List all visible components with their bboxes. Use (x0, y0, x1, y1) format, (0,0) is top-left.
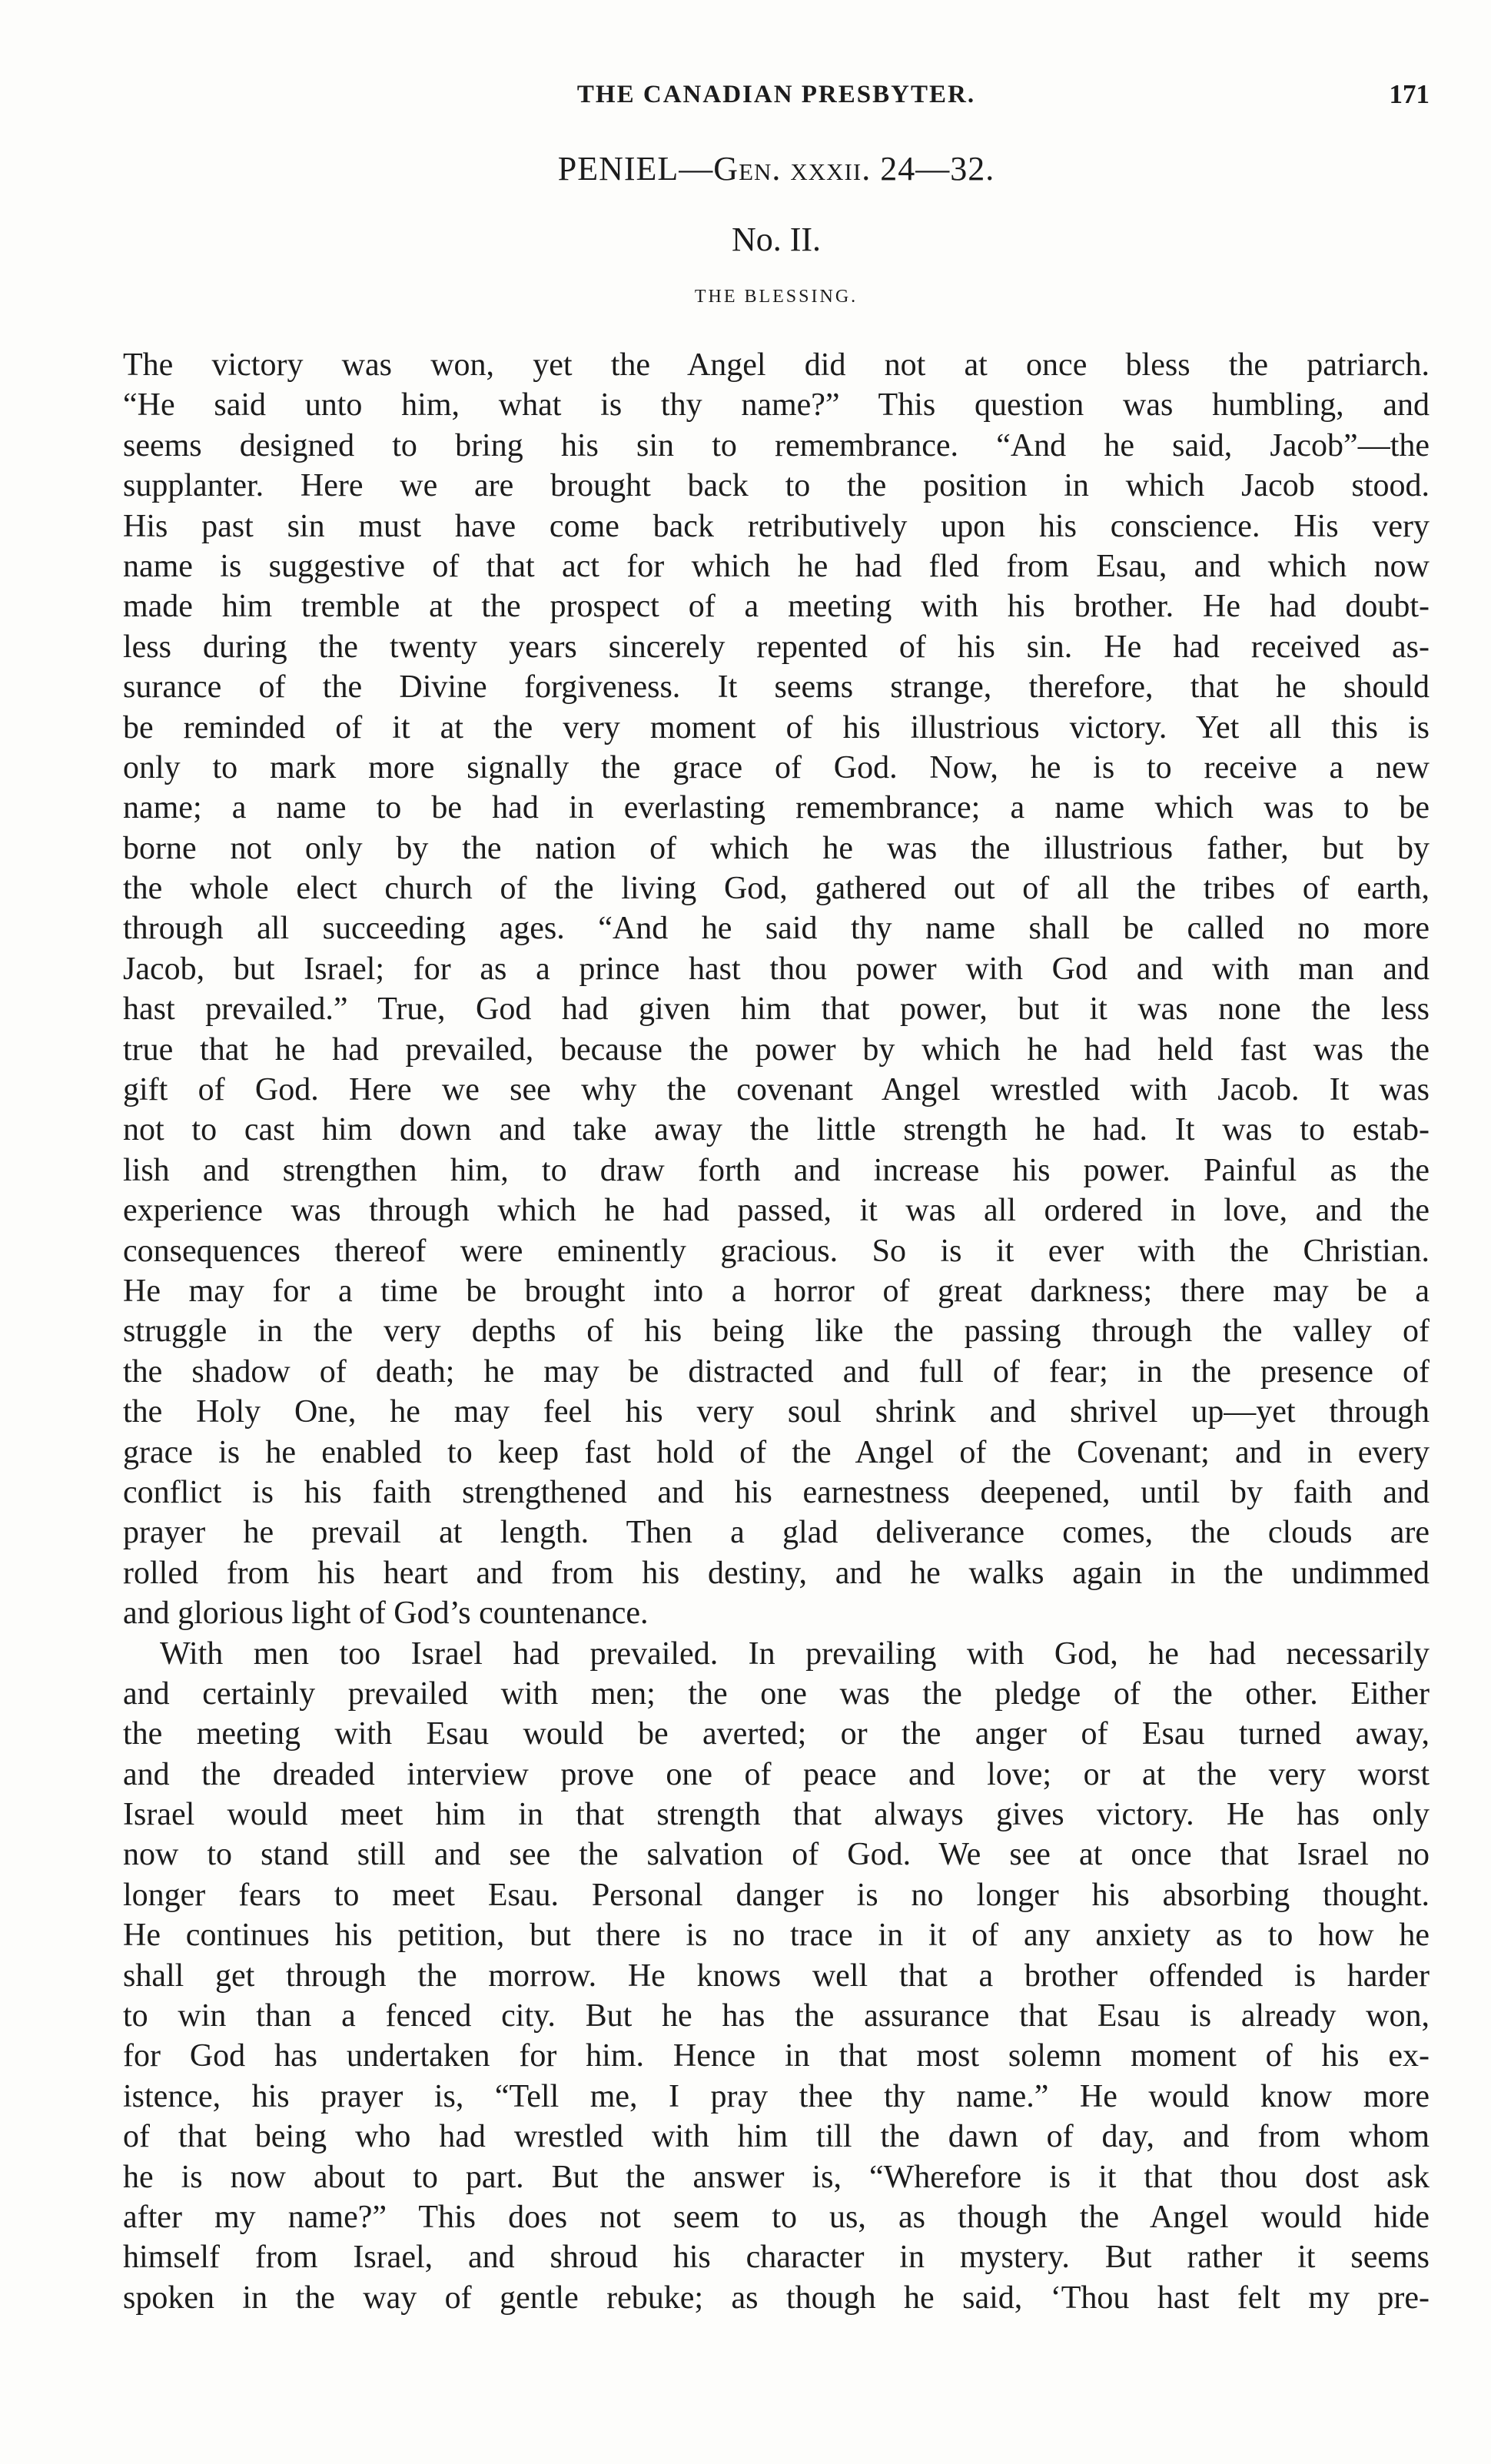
section-heading: THE BLESSING. (694, 287, 858, 307)
text-line: for God has undertaken for him. Hence in that most solemn moment of his ex- (123, 2038, 1430, 2074)
text-line: of that being who had wrestled with him till the dawn of day, and from whom (123, 2119, 1430, 2155)
article-title (123, 146, 1430, 192)
text-line: Jacob, but Israel; for as a prince hast thou power with God and with man and (123, 951, 1430, 987)
text-line: conflict is his faith strengthened and his earnestness deepened, until by faith and (123, 1474, 1430, 1510)
text-line: rolled from his heart and from his destiny, and he walks again in the undimmed (123, 1555, 1430, 1591)
text-line: grace is he enabled to keep fast hold of the Angel of the Covenant; and in every (123, 1434, 1430, 1470)
text-line: prayer he prevail at length. Then a glad deliverance comes, the clouds are (123, 1515, 1430, 1551)
text-line: consequences thereof were eminently gracious. So is it ever with the Christian. (123, 1233, 1430, 1269)
text-line: and certainly prevailed with men; the one was the pledge of the other. Either (123, 1675, 1430, 1712)
paragraph (123, 345, 1430, 1634)
text-line: the Holy One, he may feel his very soul shrink and shrivel up—yet through (123, 1394, 1430, 1430)
text-line: true that he had prevailed, because the power by which he had held fast was the (123, 1031, 1430, 1068)
text-line: gift of God. Here we see why the covenant Angel wrestled with Jacob. It was (123, 1072, 1430, 1108)
text-line: He may for a time be brought into a horror of great darkness; there may be a (123, 1273, 1430, 1309)
text-line: His past sin must have come back retributively upon his conscience. His very (123, 508, 1430, 544)
text-line: the shadow of death; he may be distracted and full of fear; in the presence of (123, 1353, 1430, 1390)
text-line: after my name?” This does not seem to us, as though the Angel would hide (123, 2199, 1430, 2235)
text-line: name is suggestive of that act for which he had fled from Esau, and which now (123, 548, 1430, 584)
text-line: to win than a fenced city. But he has the assurance that Esau is already won, (123, 1998, 1430, 2034)
text-line: and glorious light of God’s countenance. (123, 1596, 649, 1632)
text-line: be reminded of it at the very moment of his illustrious victory. Yet all this is (123, 709, 1430, 746)
text-line: spoken in the way of gentle rebuke; as though he said, ‘Thou hast felt my pre- (123, 2280, 1430, 2316)
text-line: the whole elect church of the living God, gathered out of all the tribes of earth, (123, 871, 1430, 907)
article-body (123, 345, 1430, 2318)
text-line: lish and strengthen him, to draw forth and increase his power. Painful as the (123, 1152, 1430, 1188)
text-line: now to stand still and see the salvation of God. We see at once that Israel no (123, 1837, 1430, 1873)
text-line: supplanter. Here we are brought back to the position in which Jacob stood. (123, 468, 1430, 504)
text-line: and the dreaded interview prove one of peace and love; or at the very worst (123, 1756, 1430, 1792)
text-line: He continues his petition, but there is no trace in it of any anxiety as to how he (123, 1918, 1430, 1954)
text-line: himself from Israel, and shroud his character in mystery. But rather it seems (123, 2240, 1430, 2276)
text-line: experience was through which he had passed, it was all ordered in love, and the (123, 1193, 1430, 1229)
text-line: the meeting with Esau would be averted; or the anger of Esau turned away, (123, 1716, 1430, 1752)
text-line: longer fears to meet Esau. Personal danger is no longer his absorbing thought. (123, 1877, 1430, 1913)
running-title: THE CANADIAN PRESBYTER. (576, 81, 976, 108)
text-line: struggle in the very depths of his being like the passing through the valley of (123, 1313, 1430, 1350)
text-line: only to mark more signally the grace of God. Now, he is to receive a new (123, 749, 1430, 785)
text-line: istence, his prayer is, “Tell me, I pray thee thy name.” He would know more (123, 2078, 1430, 2114)
running-head (123, 75, 1430, 114)
text-line: With men too Israel had prevailed. In prevailing with God, he had necessarily (160, 1635, 1430, 1672)
article-title-reference: Gen. xxxii. 24—32. (713, 150, 995, 188)
text-line: Israel would meet him in that strength that always gives victory. He has only (123, 1797, 1430, 1833)
text-line: he is now about to part. But the answer is, “Wherefore is it that thou dost ask (123, 2159, 1430, 2195)
page-number: 171 (1389, 79, 1430, 109)
text-line: The victory was won, yet the Angel did not at once bless the patriarch. (123, 347, 1430, 383)
article-title-main: PENIEL— (557, 150, 714, 188)
text-line: seems designed to bring his sin to remembrance. “And he said, Jacob”—the (123, 427, 1430, 463)
text-line: through all succeeding ages. “And he said thy name shall be called no more (123, 911, 1430, 947)
article-subtitle: No. II. (731, 221, 822, 258)
text-line: borne not only by the nation of which he was the illustrious father, but by (123, 830, 1430, 866)
text-line: “He said unto him, what is thy name?” This question was humbling, and (123, 387, 1430, 423)
text-line: shall get through the morrow. He knows well that a brother offended is harder (123, 1958, 1430, 1994)
text-line: less during the twenty years sincerely repented of his sin. He had received as- (123, 629, 1430, 665)
text-line: made him tremble at the prospect of a meeting with his brother. He had doubt- (123, 589, 1430, 625)
paragraph (123, 1634, 1430, 2319)
text-line: not to cast him down and take away the little strength he had. It was to estab- (123, 1112, 1430, 1148)
text-line: name; a name to be had in everlasting remembrance; a name which was to be (123, 790, 1430, 826)
text-line: hast prevailed.” True, God had given him that power, but it was none the less (123, 991, 1430, 1028)
text-line: surance of the Divine forgiveness. It seems strange, therefore, that he should (123, 669, 1430, 706)
